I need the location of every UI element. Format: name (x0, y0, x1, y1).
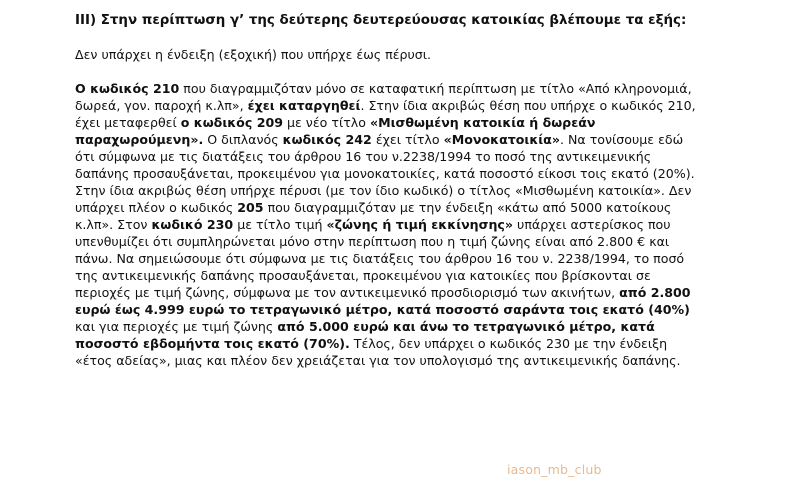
bold-abolished: έχει καταργηθεί (247, 98, 361, 113)
text-run: . Να τονίσουμε εδώ ότι σύμφωνα με τις διατάξεις του άρθρου 16 του ν.2238/1994 το ποσό της αντικειμενικής δαπάνης προσαυξάνεται, προκειμένου για μονοκατοικίες, κατά ποσοστό είκοσι τοις εκατό (20%). Στην ίδια ακριβώς θέση υπήρχε πέρυσι (με τον ίδιο κωδικό) ο τίτλος «Μισθωμένη κατοικία». Δεν υπάρχει πλέον ο κωδικός (75, 132, 695, 215)
bold-zone-price: «ζώνης ή τιμή εκκίνησης» (326, 217, 514, 232)
text-run: . Στην ίδια ακριβώς θέση που υπήρχε ο κωδικός 210, έχει μεταφερθεί (75, 98, 696, 130)
bold-code-242: κωδικός 242 (282, 132, 372, 147)
bold-title-rented: «Μισθωμένη κατοικία ή δωρεάν παραχωρούμενη». (75, 115, 596, 147)
text-run: και για περιοχές με τιμή ζώνης (75, 319, 278, 334)
text-run: Τέλος, δεν υπάρχει ο κωδικός 230 με την ένδειξη «έτος αδείας», μιας και πλέον δεν χρειάζεται για τον υπολογισμό της αντικειμενικής δαπάνης. (75, 336, 681, 368)
bold-code-230: κωδικό 230 (151, 217, 234, 232)
bold-rate-70: από 5.000 ευρώ και άνω το τετραγωνικό μέτρο, κατά ποσοστό εβδομήντα τοις εκατό (70%). (75, 319, 655, 351)
text-run: με τίτλο τιμή (233, 217, 327, 232)
bold-code-210: Ο κωδικός 210 (75, 81, 180, 96)
text-run: υπάρχει αστερίσκος που υπενθυμίζει ότι συμπληρώνεται μόνο στην περίπτωση που η τιμή ζώνης είναι από 2.800 € και πάνω. Να σημειώσουμε ότι σύμφωνα με τις διατάξεις του άρθρου 16 του ν. 2238/1994, το ποσό της αντικειμενικής δαπάνης προσαυξάνεται, προκειμένου για κατοικίες που βρίσκονται σε περιοχές με τιμή ζώνης, σύμφωνα με τον αντικειμενικό προσδιορισμό των ακινήτων, (75, 217, 685, 300)
bold-rate-40: από 2.800 ευρώ έως 4.999 ευρώ το τετραγωνικό μέτρο, κατά ποσοστό σαράντα τοις εκατό (40%) (75, 285, 691, 317)
section-heading: III) Στην περίπτωση γ’ της δεύτερης δευτερεύουσας κατοικίας βλέπουμε τα εξής: (75, 13, 687, 28)
bold-code-205: 205 (237, 200, 264, 215)
text-run: που διαγραμμιζόταν μόνο σε καταφατική περίπτωση με τίτλο «Από κληρονομιά, δωρεά, γον. παροχή κ.λπ», (75, 81, 692, 113)
bold-code-209: ο κωδικός 209 (180, 115, 283, 130)
text-run: που διαγραμμιζόταν με την ένδειξη «κάτω από 5000 κατοίκους κ.λπ». Στον (75, 200, 672, 232)
intro-paragraph: Δεν υπάρχει η ένδειξη (εξοχική) που υπήρχε έως πέρυσι. (75, 47, 432, 62)
text-run: έχει τίτλο (371, 132, 444, 147)
text-run: Ο διπλανός (203, 132, 283, 147)
text-run: με νέο τίτλο (282, 115, 370, 130)
watermark: iason_mb_club (507, 462, 602, 477)
body-paragraph (75, 80, 705, 369)
document-page (75, 12, 705, 369)
bold-title-detached: «Μονοκατοικία» (443, 132, 560, 147)
